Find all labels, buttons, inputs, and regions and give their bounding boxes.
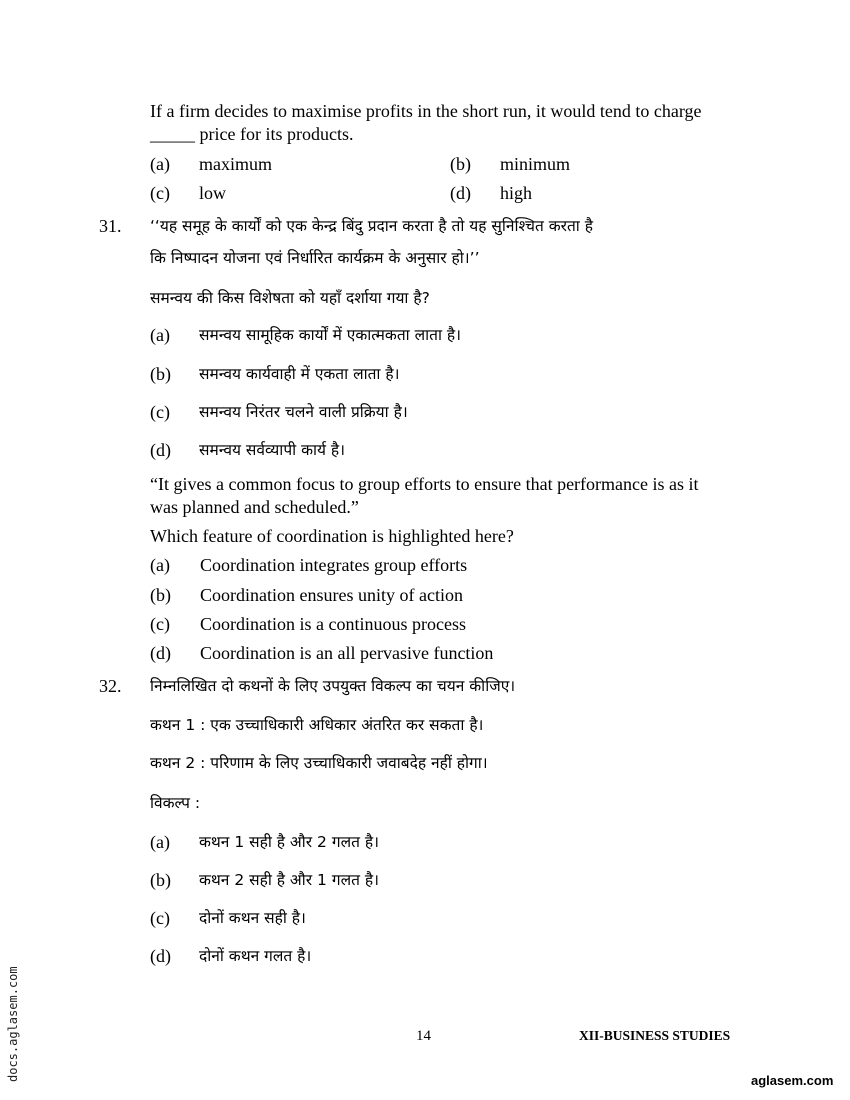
q32-options-label: विकल्प : bbox=[150, 794, 201, 812]
q31-hi-option-b-text: समन्वय कार्यवाही में एकता लाता है। bbox=[199, 365, 400, 383]
q31-hi-option-c-letter: (c) bbox=[150, 402, 170, 422]
q30-option-c-letter: (c) bbox=[150, 183, 170, 203]
q31-hi-option-d-text: समन्वय सर्वव्यापी कार्य है। bbox=[199, 441, 346, 459]
q31-en-option-c-letter: (c) bbox=[150, 614, 170, 634]
q30-option-d-text: high bbox=[500, 183, 533, 203]
q30-stem-line1: If a firm decides to maximise profits in the short run, it would tend to charge bbox=[150, 101, 702, 121]
q31-en-option-d-text: Coordination is an all pervasive function bbox=[200, 643, 494, 663]
subject-footer: XII-BUSINESS STUDIES bbox=[579, 1028, 731, 1043]
q30-option-b-letter: (b) bbox=[450, 154, 471, 174]
q31-en-option-b-text: Coordination ensures unity of action bbox=[200, 585, 463, 605]
q31-hi-option-c-text: समन्वय निरंतर चलने वाली प्रक्रिया है। bbox=[199, 403, 408, 421]
corner-watermark-link[interactable]: aglasem.com bbox=[751, 1073, 834, 1088]
q32-option-d-text: दोनों कथन गलत है। bbox=[199, 947, 312, 965]
q30-option-b-text: minimum bbox=[500, 154, 571, 174]
q31-hindi-question: समन्वय की किस विशेषता को यहाँ दर्शाया गया है? bbox=[150, 289, 430, 307]
q30-option-a-text: maximum bbox=[199, 154, 272, 174]
q32-option-a-letter: (a) bbox=[150, 832, 170, 852]
q31-en-option-c-text: Coordination is a continuous process bbox=[200, 614, 466, 634]
q32-option-c-text: दोनों कथन सही है। bbox=[199, 909, 306, 927]
q31-hindi-quote-line1: ‘‘यह समूह के कार्यों को एक केन्द्र बिंदु प्रदान करता है तो यह सुनिश्चित करता है bbox=[150, 217, 593, 235]
q31-en-option-a-text: Coordination integrates group efforts bbox=[200, 555, 468, 575]
q32-number: 32. bbox=[99, 676, 122, 696]
side-watermark: docs.aglasem.com bbox=[6, 966, 20, 1082]
q31-hindi-quote-line2: कि निष्पादन योजना एवं निर्धारित कार्यक्रम के अनुसार हो।’’ bbox=[150, 249, 480, 267]
q30-option-c-text: low bbox=[199, 183, 226, 203]
q31-number: 31. bbox=[99, 216, 122, 236]
q31-english-quote-line1: “It gives a common focus to group efforts to ensure that performance is as it bbox=[150, 474, 699, 494]
q30-option-a-letter: (a) bbox=[150, 154, 170, 174]
q31-hi-option-d-letter: (d) bbox=[150, 440, 171, 460]
q32-option-d-letter: (d) bbox=[150, 946, 171, 966]
q32-option-b-letter: (b) bbox=[150, 870, 171, 890]
q32-option-b-text: कथन 2 सही है और 1 गलत है। bbox=[199, 871, 379, 889]
page-number: 14 bbox=[416, 1028, 431, 1044]
q32-hindi-stem: निम्नलिखित दो कथनों के लिए उपयुक्त विकल्प का चयन कीजिए। bbox=[150, 677, 516, 695]
q32-option-a-text: कथन 1 सही है और 2 गलत है। bbox=[199, 833, 379, 851]
q32-statement-1: कथन 1 : एक उच्चाधिकारी अधिकार अंतरित कर सकता है। bbox=[150, 716, 484, 734]
q31-en-option-d-letter: (d) bbox=[150, 643, 171, 663]
q31-hi-option-a-text: समन्वय सामूहिक कार्यों में एकात्मकता लाता है। bbox=[199, 326, 462, 344]
q31-en-option-b-letter: (b) bbox=[150, 585, 171, 605]
q30-option-d-letter: (d) bbox=[450, 183, 471, 203]
q31-english-question: Which feature of coordination is highlighted here? bbox=[150, 526, 514, 546]
q30-stem-line2: _____ price for its products. bbox=[150, 124, 354, 144]
q31-english-quote-line2: was planned and scheduled.” bbox=[150, 497, 359, 517]
q31-en-option-a-letter: (a) bbox=[150, 555, 170, 575]
q32-option-c-letter: (c) bbox=[150, 908, 170, 928]
q31-hi-option-a-letter: (a) bbox=[150, 325, 170, 345]
q31-hi-option-b-letter: (b) bbox=[150, 364, 171, 384]
q32-statement-2: कथन 2 : परिणाम के लिए उच्चाधिकारी जवाबदेह नहीं होगा। bbox=[150, 754, 488, 772]
